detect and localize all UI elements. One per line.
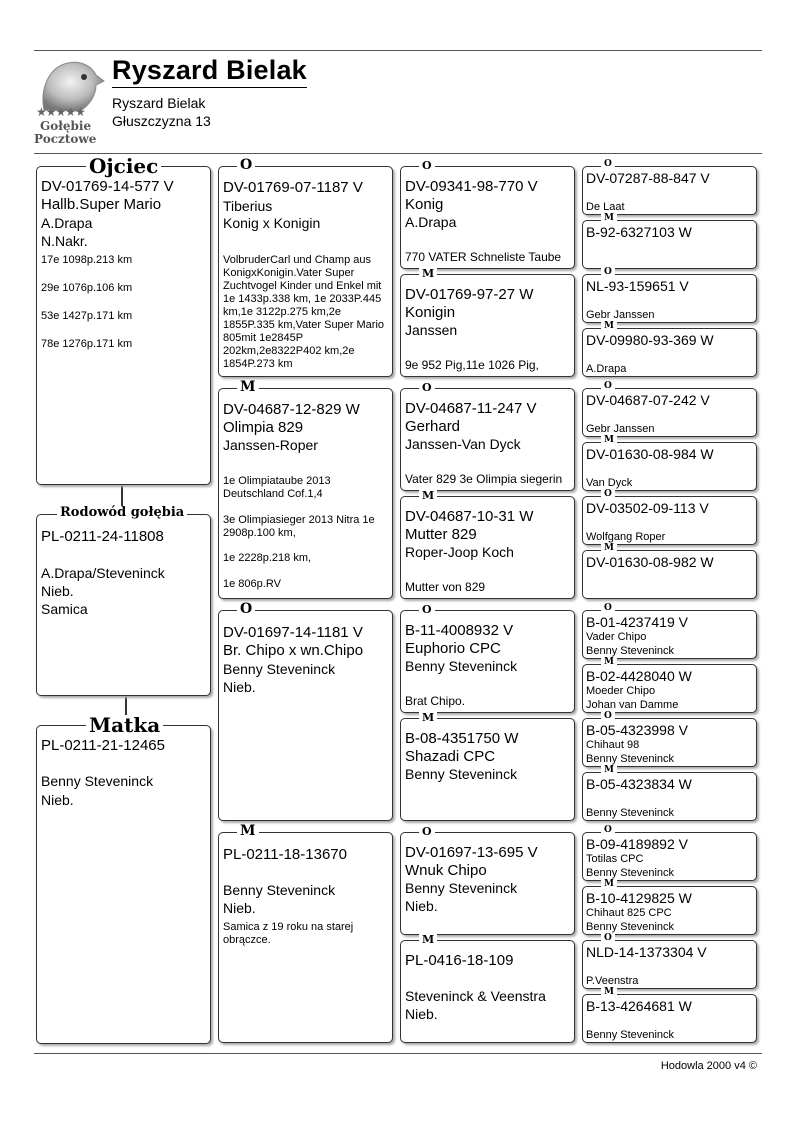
ancestor-g3-card-4[interactable] <box>400 496 575 599</box>
grandfather-maternal-ring: DV-01697-14-1181 V <box>223 624 363 641</box>
footer-credit: Hodowla 2000 v4 © <box>660 1060 757 1072</box>
ancestor-g3-note: Nieb. <box>405 898 438 914</box>
pigeon-breeder: A.Drapa/Steveninck <box>41 565 165 581</box>
mother-heading: Matka <box>86 715 163 735</box>
ancestor-g3-breeder: Benny Steveninck <box>405 766 518 782</box>
ancestor-g4-ring: NLD-14-1373304 V <box>586 944 707 960</box>
owner-line-1: Ryszard Bielak <box>112 95 206 111</box>
ancestor-g4-ring: NL-93-159651 V <box>586 278 689 294</box>
ancestor-g4-sex-label: M <box>601 766 617 775</box>
ancestor-g3-name: Konig <box>405 196 444 213</box>
father-ring: DV-01769-14-577 V <box>41 178 174 195</box>
ancestor-g4-breeder: P.Veenstra <box>586 975 639 987</box>
pigeon-logo <box>34 55 106 147</box>
ancestor-g4-ring: B-09-4189892 V <box>586 836 688 852</box>
ancestor-g4-ring: DV-01630-08-982 W <box>586 554 714 570</box>
father-breeder: A.Drapa <box>41 215 93 231</box>
ancestor-g3-card-7[interactable] <box>400 832 575 935</box>
grandmother-paternal-card[interactable] <box>218 388 393 599</box>
ancestor-g4-ring: B-13-4264681 W <box>586 998 692 1014</box>
ancestor-g4-breeder: Benny Steveninck <box>586 753 675 765</box>
ancestor-g4-ring: DV-09980-93-369 W <box>586 332 714 348</box>
connector-father <box>121 485 123 507</box>
ancestor-g4-card-8[interactable] <box>582 550 757 599</box>
ancestor-g4-breeder: Gebr Janssen <box>586 423 655 435</box>
ancestor-g3-name: Wnuk Chipo <box>405 862 487 879</box>
ancestor-g4-card-4[interactable] <box>582 328 757 377</box>
ancestor-g4-ring: B-10-4129825 W <box>586 890 692 906</box>
grandmother-paternal-note-1: 1e Olimpiataube 2013 Deutschland Cof.1,4 <box>223 475 331 500</box>
father-card[interactable] <box>36 166 211 485</box>
ancestor-g4-ring: B-05-4323998 V <box>586 722 688 738</box>
father-result-4: 78e 1276p.171 km <box>41 338 133 350</box>
ancestor-g3-ring: DV-09341-98-770 V <box>405 178 538 195</box>
ancestor-g3-breeder: Roper-Joop Koch <box>405 544 514 560</box>
ancestor-g3-note: Brat Chipo. <box>405 694 466 708</box>
ancestor-g3-sex-label: O <box>419 826 435 837</box>
grandfather-paternal-line: Konig x Konigin <box>223 215 321 231</box>
ancestor-g3-ring: DV-01769-97-27 W <box>405 286 534 303</box>
ancestor-g3-note: Mutter von 829 <box>405 580 486 594</box>
ancestor-g3-sex-label: M <box>419 268 437 279</box>
ancestor-g4-sex-label: M <box>601 436 617 445</box>
ancestor-g4-breeder: Benny Steveninck <box>586 867 675 879</box>
ancestor-g4-ring: DV-07287-88-847 V <box>586 170 710 186</box>
ancestor-g4-breeder: Benny Steveninck <box>586 921 675 933</box>
ancestor-g3-name: Euphorio CPC <box>405 640 501 657</box>
father-result-1: 17e 1098p.213 km <box>41 254 133 266</box>
grandfather-paternal-name: Tiberius <box>223 198 273 214</box>
ancestor-g4-sex-label: O <box>601 604 615 613</box>
ancestor-g4-name: Chihaut 98 <box>586 739 640 751</box>
ancestor-g4-ring: B-92-6327103 W <box>586 224 692 240</box>
ancestor-g3-breeder: Benny Steveninck <box>405 658 518 674</box>
grandmother-paternal-ring: DV-04687-12-829 W <box>223 401 360 418</box>
ancestor-g4-sex-label: M <box>601 658 617 667</box>
ancestor-g3-breeder: Benny Steveninck <box>405 880 518 896</box>
grandfather-maternal-card[interactable] <box>218 610 393 821</box>
grandmother-maternal-color: Nieb. <box>223 900 256 916</box>
grandfather-maternal-color: Nieb. <box>223 679 256 695</box>
owner-title: Ryszard Bielak <box>112 55 307 88</box>
mother-ring: PL-0211-21-12465 <box>41 737 165 754</box>
pigeon-sex: Samica <box>41 601 88 617</box>
grandmother-paternal-note-2: 3e Olimpiasieger 2013 Nitra 1e 2908p.100 km, <box>223 514 375 539</box>
ancestor-g3-breeder: Janssen <box>405 322 458 338</box>
grandmother-maternal-note: Samica z 19 roku na starej obrączce. <box>223 921 354 946</box>
ancestor-g3-name: Konigin <box>405 304 456 321</box>
ancestor-g4-breeder: A.Drapa <box>586 363 627 375</box>
grandfather-maternal-label: O <box>237 602 255 616</box>
ancestor-g4-card-10[interactable] <box>582 664 757 713</box>
ancestor-g3-card-5[interactable] <box>400 610 575 713</box>
ancestor-g4-breeder: Benny Steveninck <box>586 645 675 657</box>
grandfather-paternal-label: O <box>237 158 255 172</box>
ancestor-g4-card-1[interactable] <box>582 166 757 215</box>
ancestor-g4-sex-label: O <box>601 490 615 499</box>
ancestor-g3-card-2[interactable] <box>400 274 575 377</box>
ancestor-g4-card-12[interactable] <box>582 772 757 821</box>
grandmother-paternal-label: M <box>237 380 259 394</box>
ancestor-g3-ring: B-11-4008932 V <box>405 622 514 639</box>
ancestor-g3-sex-label: O <box>419 382 435 393</box>
ancestor-g4-card-13[interactable] <box>582 832 757 881</box>
grandmother-paternal-name: Olimpia 829 <box>223 419 304 436</box>
ancestor-g3-breeder: Janssen-Van Dyck <box>405 436 521 452</box>
grandfather-paternal-card[interactable] <box>218 166 393 377</box>
ancestor-g3-card-6[interactable] <box>400 718 575 821</box>
ancestor-g4-breeder: Van Dyck <box>586 477 633 489</box>
father-result-3: 53e 1427p.171 km <box>41 310 133 322</box>
father-color: N.Nakr. <box>41 233 88 249</box>
ancestor-g3-note: 9e 952 Pig,11e 1026 Pig, <box>405 358 539 372</box>
ancestor-g4-breeder: Gebr Janssen <box>586 309 655 321</box>
father-heading: Ojciec <box>86 156 161 176</box>
grandmother-maternal-ring: PL-0211-18-13670 <box>223 846 347 863</box>
grandmother-maternal-card[interactable] <box>218 832 393 1043</box>
ancestor-g3-note: Nieb. <box>405 1006 438 1022</box>
ancestor-g3-ring: DV-01697-13-695 V <box>405 844 538 861</box>
grandfather-maternal-breeder: Benny Steveninck <box>223 661 336 677</box>
ancestor-g3-card-8[interactable] <box>400 940 575 1043</box>
ancestor-g4-card-2[interactable] <box>582 220 757 269</box>
ancestor-g4-ring: DV-04687-07-242 V <box>586 392 710 408</box>
ancestor-g4-ring: DV-01630-08-984 W <box>586 446 714 462</box>
ancestor-g4-name: Chihaut 825 CPC <box>586 907 672 919</box>
ancestor-g4-sex-label: M <box>601 214 617 223</box>
ancestor-g4-name: Totilas CPC <box>586 853 644 865</box>
ancestor-g4-card-3[interactable] <box>582 274 757 323</box>
ancestor-g3-card-1[interactable] <box>400 166 575 269</box>
ancestor-g4-card-5[interactable] <box>582 388 757 437</box>
ancestor-g4-name: Moeder Chipo <box>586 685 656 697</box>
logo-text-2: Pocztowe <box>34 132 97 146</box>
pigeon-ring: PL-0211-24-11808 <box>41 528 164 545</box>
grandfather-paternal-ring: DV-01769-07-1187 V <box>223 179 363 196</box>
father-name: Hallb.Super Mario <box>41 196 162 213</box>
father-result-2: 29e 1076p.106 km <box>41 282 133 294</box>
ancestor-g4-card-9[interactable] <box>582 610 757 659</box>
grandmother-maternal-breeder: Benny Steveninck <box>223 882 336 898</box>
ancestor-g3-note: 770 VATER Schneliste Taube <box>405 250 562 264</box>
grandfather-maternal-name: Br. Chipo x wn.Chipo <box>223 642 364 659</box>
logo-text-1: Gołębie <box>40 119 92 133</box>
ancestor-g3-name: Mutter 829 <box>405 526 477 543</box>
ancestor-g4-card-14[interactable] <box>582 886 757 935</box>
top-rule <box>34 50 762 51</box>
grandmother-maternal-label: M <box>237 824 259 838</box>
ancestor-g3-sex-label: M <box>419 934 437 945</box>
ancestor-g4-sex-label: M <box>601 544 617 553</box>
ancestor-g4-card-6[interactable] <box>582 442 757 491</box>
ancestor-g3-ring: DV-04687-10-31 W <box>405 508 534 525</box>
ancestor-g4-card-16[interactable] <box>582 994 757 1043</box>
ancestor-g4-sex-label: O <box>601 934 615 943</box>
ancestor-g4-sex-label: M <box>601 988 617 997</box>
ancestor-g3-card-3[interactable] <box>400 388 575 491</box>
grandmother-paternal-note-4: 1e 806p.RV <box>223 578 281 590</box>
ancestor-g3-ring: PL-0416-18-109 <box>405 952 514 969</box>
ancestor-g4-breeder: De Laat <box>586 201 625 213</box>
pigeon-color: Nieb. <box>41 583 74 599</box>
ancestor-g4-card-7[interactable] <box>582 496 757 545</box>
mother-color: Nieb. <box>41 792 74 808</box>
ancestor-g4-sex-label: O <box>601 160 615 169</box>
footer-rule <box>34 1053 762 1054</box>
pedigree-heading: Rodowód gołębia <box>57 506 187 519</box>
ancestor-g4-ring: B-02-4428040 W <box>586 668 692 684</box>
ancestor-g3-sex-label: O <box>419 604 435 615</box>
ancestor-g4-sex-label: O <box>601 268 615 277</box>
ancestor-g4-sex-label: O <box>601 826 615 835</box>
mother-breeder: Benny Steveninck <box>41 773 154 789</box>
ancestor-g4-ring: B-01-4237419 V <box>586 614 688 630</box>
ancestor-g4-card-11[interactable] <box>582 718 757 767</box>
ancestor-g3-sex-label: O <box>419 160 435 171</box>
ancestor-g4-ring: B-05-4323834 W <box>586 776 692 792</box>
ancestor-g4-sex-label: O <box>601 382 615 391</box>
ancestor-g3-breeder: A.Drapa <box>405 214 457 230</box>
grandmother-paternal-line: Janssen-Roper <box>223 437 318 453</box>
ancestor-g4-sex-label: O <box>601 712 615 721</box>
ancestor-g3-breeder: Steveninck & Veenstra <box>405 988 546 1004</box>
grandfather-paternal-note: VolbruderCarl und Champ aus KonigxKonigin.Vater Super Zuchtvogel Kinder und Enkel mit 1e 1433p.338 km, 1e 2033P.445 km,1e 3122p.275 km,2e 1855P.335 km,Vater Super Mario 805mit 1e2845P 202km,2e8322P402 km,2e 1854P.273 km <box>223 254 385 370</box>
pigeon-card[interactable] <box>36 514 211 696</box>
ancestor-g3-sex-label: M <box>419 712 437 723</box>
ancestor-g4-breeder: Wolfgang Roper <box>586 531 666 543</box>
grandmother-paternal-note-3: 1e 2228p.218 km, <box>223 552 312 564</box>
ancestor-g3-name: Shazadi CPC <box>405 748 496 765</box>
ancestor-g4-breeder: Johan van Damme <box>586 699 679 711</box>
mother-card[interactable] <box>36 725 211 1044</box>
ancestor-g3-ring: DV-04687-11-247 V <box>405 400 537 417</box>
ancestor-g3-name: Gerhard <box>405 418 461 435</box>
ancestor-g4-breeder: Benny Steveninck <box>586 807 675 819</box>
ancestor-g4-name: Vader Chipo <box>586 631 647 643</box>
logo-stars: ★★★★★ <box>36 105 85 119</box>
ancestor-g4-card-15[interactable] <box>582 940 757 989</box>
ancestor-g4-sex-label: M <box>601 322 617 331</box>
ancestor-g4-ring: DV-03502-09-113 V <box>586 500 709 516</box>
ancestor-g3-sex-label: M <box>419 490 437 501</box>
ancestor-g4-sex-label: M <box>601 880 617 889</box>
ancestor-g4-breeder: Benny Steveninck <box>586 1029 675 1041</box>
owner-line-2: Głuszczyzna 13 <box>112 113 211 129</box>
ancestor-g3-note: Vater 829 3e Olimpia siegerin <box>405 472 563 486</box>
ancestor-g3-ring: B-08-4351750 W <box>405 730 519 747</box>
